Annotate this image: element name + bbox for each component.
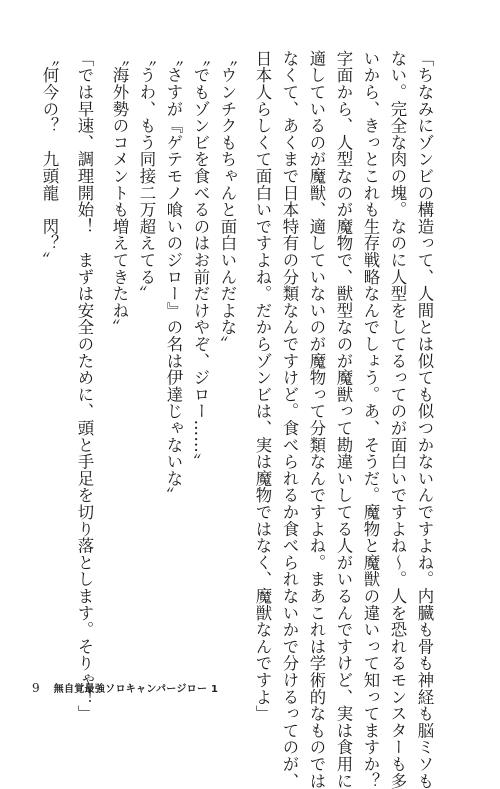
page-number: 9 [32, 681, 40, 695]
paragraph-gap [241, 50, 249, 630]
text-line: 日本人らしくて面白いですよね。だからゾンビは、実は魔物ではなく、魔獣なんですよ」 [253, 50, 272, 722]
comment-line: 〝ウンチクもちゃんと面白いんだよな〟 [218, 50, 237, 353]
page-footer [32, 680, 218, 695]
paragraph-gap [98, 50, 106, 630]
comment-line: 〝さすが『ゲテモノ喰いのジロー』の名は伊達じゃないな〟 [164, 50, 183, 504]
comment-line: 〝うわ、もう同接二万超えてる〟 [137, 50, 156, 302]
comment-line: 〝何今の？ 九頭龍 閃？〟 [40, 50, 59, 269]
comment-line: 〝でもゾンビを食べるのはお前だけやぞ、ジロー……〟 [191, 50, 210, 470]
paragraph-gap [63, 50, 71, 630]
text-line: なくて、あくまで日本特有の分類なんですけど。食べられるか食べられないかで分けるってのが、 [280, 50, 299, 789]
running-title: 無自覚最強ソロキャンパージロー 1 [53, 684, 219, 695]
text-line: 「では早速、調理開始！ まずは安全のために、頭と手足を切り落とします。そりゃ！」 [75, 50, 94, 722]
text-line: ない。完全な肉の塊。なのに人型をしてるってのが面白いですよね〜。人を恐れるモンスターも多 [388, 50, 407, 789]
comment-line: 〝海外勢のコメントも増えてきたね〟 [110, 50, 129, 336]
text-line: 適しているのが魔獣、適していないのが魔物って分類なんですよね。まあこれは学術的なものでは [307, 50, 326, 789]
text-line: 字面から、人型なのが魔物で、獣型なのが魔獣って勘違いしてる人がいるんですけど、実は食用に [334, 50, 353, 789]
text-line: 「ちなみにゾンビの構造って、人間とは似ても似つかないんですよね。内臓も骨も神経も脳ミソも [415, 50, 434, 789]
text-line: いから、きっとこれも生存戦略なんでしょう。あ、そうだ。魔物と魔獣の違いって知ってますか？ [361, 50, 380, 789]
